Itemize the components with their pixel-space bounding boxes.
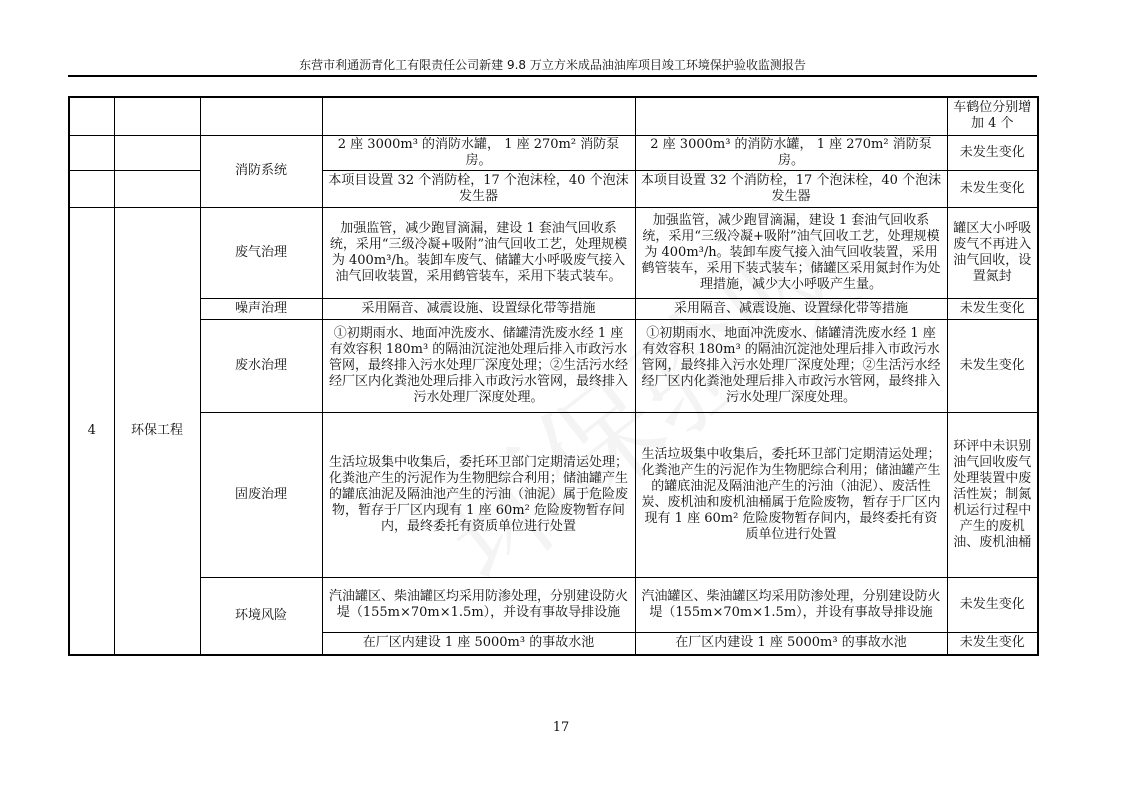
table-cell [69,135,114,170]
actual-cell: 生活垃圾集中收集后，委托环卫部门定期清运处理；化粪池产生的污泥作为生物肥综合利用；储油罐产生的罐底油泥及隔油池产生的污油（油泥）、废活性炭、废机油和废机油桶属于危险废物，暂存于厂区内现有 1 座 60m² 危险废物暂存间内，最终委托有资质单位进行处置 [635,412,947,577]
change-cell: 未发生变化 [947,135,1038,170]
item-label: 消防系统 [200,135,322,207]
eia-cell: 采用隔音、减震设施、设置绿化带等措施 [322,298,635,319]
item-label: 废水治理 [200,319,322,412]
eia-cell: 2 座 3000m³ 的消防水罐， 1 座 270m² 消防泵房。 [322,135,635,170]
table-row [69,412,1038,577]
table-cell [200,97,322,135]
actual-cell: 2 座 3000m³ 的消防水罐， 1 座 270m² 消防泵房。 [635,135,947,170]
change-cell: 罐区大小呼吸废气不再进入油气回收，设置氮封 [947,207,1038,298]
eia-cell: 生活垃圾集中收集后，委托环卫部门定期清运处理；化粪池产生的污泥作为生物肥综合利用；储油罐产生的罐底油泥及隔油池产生的污油（油泥）属于危险废物，暂存于厂区内现有 1 座 60m² 危险废物暂存间内，最终委托有资质单位进行处置 [322,412,635,577]
eia-cell: 加强监管，减少跑冒滴漏，建设 1 套油气回收系统，采用“三级冷凝+吸附”油气回收工艺，处理规模为 400m³/h。装卸车废气、储罐大小呼吸废气接入油气回收装置，采用鹤管装车，采用下装式装车。 [322,207,635,298]
eia-cell: 汽油罐区、柴油罐区均采用防渗处理，分别建设防火堤（155m×70m×1.5m），并设有事故导排设施 [322,577,635,632]
change-cell: 未发生变化 [947,577,1038,632]
page-header: 东营市利通沥青化工有限责任公司新建 9.8 万立方米成品油油库项目竣工环境保护验收监测报告 [299,58,806,72]
item-label: 废气治理 [200,207,322,298]
page-number: 17 [552,720,570,735]
actual-cell: 采用隔音、减震设施、设置绿化带等措施 [635,298,947,319]
item-label: 噪声治理 [200,298,322,319]
table-row [69,97,1038,135]
actual-cell: 加强监管，减少跑冒滴漏，建设 1 套油气回收系统，采用“三级冷凝+吸附”油气回收工艺，处理规模为 400m³/h。装卸车废气接入油气回收装置，采用鹤管装车，采用下装式装车；储罐区采用氮封作为处理措施，减少大小呼吸产生量。 [635,207,947,298]
item-label: 固废治理 [200,412,322,577]
table-cell [114,97,200,135]
section-name: 环保工程 [114,207,200,655]
eia-cell: ①初期雨水、地面冲洗废水、储罐清洗废水经 1 座有效容积 180m³ 的隔油沉淀池处理后排入市政污水管网，最终排入污水处理厂深度处理；②生活污水经经厂区内化粪池处理后排入市政污水管网，最终排入污水处理厂深度处理。 [322,319,635,412]
change-cell: 未发生变化 [947,170,1038,207]
table-cell [114,135,200,170]
change-cell: 未发生变化 [947,319,1038,412]
header-divider [68,75,1037,77]
change-cell: 未发生变化 [947,298,1038,319]
eia-cell: 本项目设置 32 个消防栓，17 个泡沫栓，40 个泡沫发生器 [322,170,635,207]
table-cell [69,97,114,135]
actual-cell: 在厂区内建设 1 座 5000m³ 的事故水池 [635,632,947,655]
table-cell [635,97,947,135]
table-cell [114,170,200,207]
table-row [69,319,1038,412]
actual-cell: 本项目设置 32 个消防栓，17 个泡沫栓，40 个泡沫发生器 [635,170,947,207]
table-row [69,577,1038,632]
table-row [69,207,1038,298]
actual-cell: 汽油罐区、柴油罐区均采用防渗处理，分别建设防火堤（155m×70m×1.5m），并设有事故导排设施 [635,577,947,632]
table-cell [322,97,635,135]
acceptance-table [68,96,1039,656]
actual-cell: ①初期雨水、地面冲洗废水、储罐清洗废水经 1 座有效容积 180m³ 的隔油沉淀池处理后排入市政污水管网，最终排入污水处理厂深度处理；②生活污水经经厂区内化粪池处理后排入市政污水管网，最终排入污水处理厂深度处理。 [635,319,947,412]
section-number: 4 [69,207,114,655]
table-row [69,135,1038,170]
change-cell: 未发生变化 [947,632,1038,655]
change-cell: 环评中未识别油气回收废气处理装置中废活性炭；制氮机运行过程中产生的废机油、废机油桶 [947,412,1038,577]
table-cell [69,170,114,207]
table-row [69,298,1038,319]
eia-cell: 在厂区内建设 1 座 5000m³ 的事故水池 [322,632,635,655]
change-cell: 车鹤位分别增加 4 个 [947,97,1038,135]
item-label: 环境风险 [200,577,322,655]
